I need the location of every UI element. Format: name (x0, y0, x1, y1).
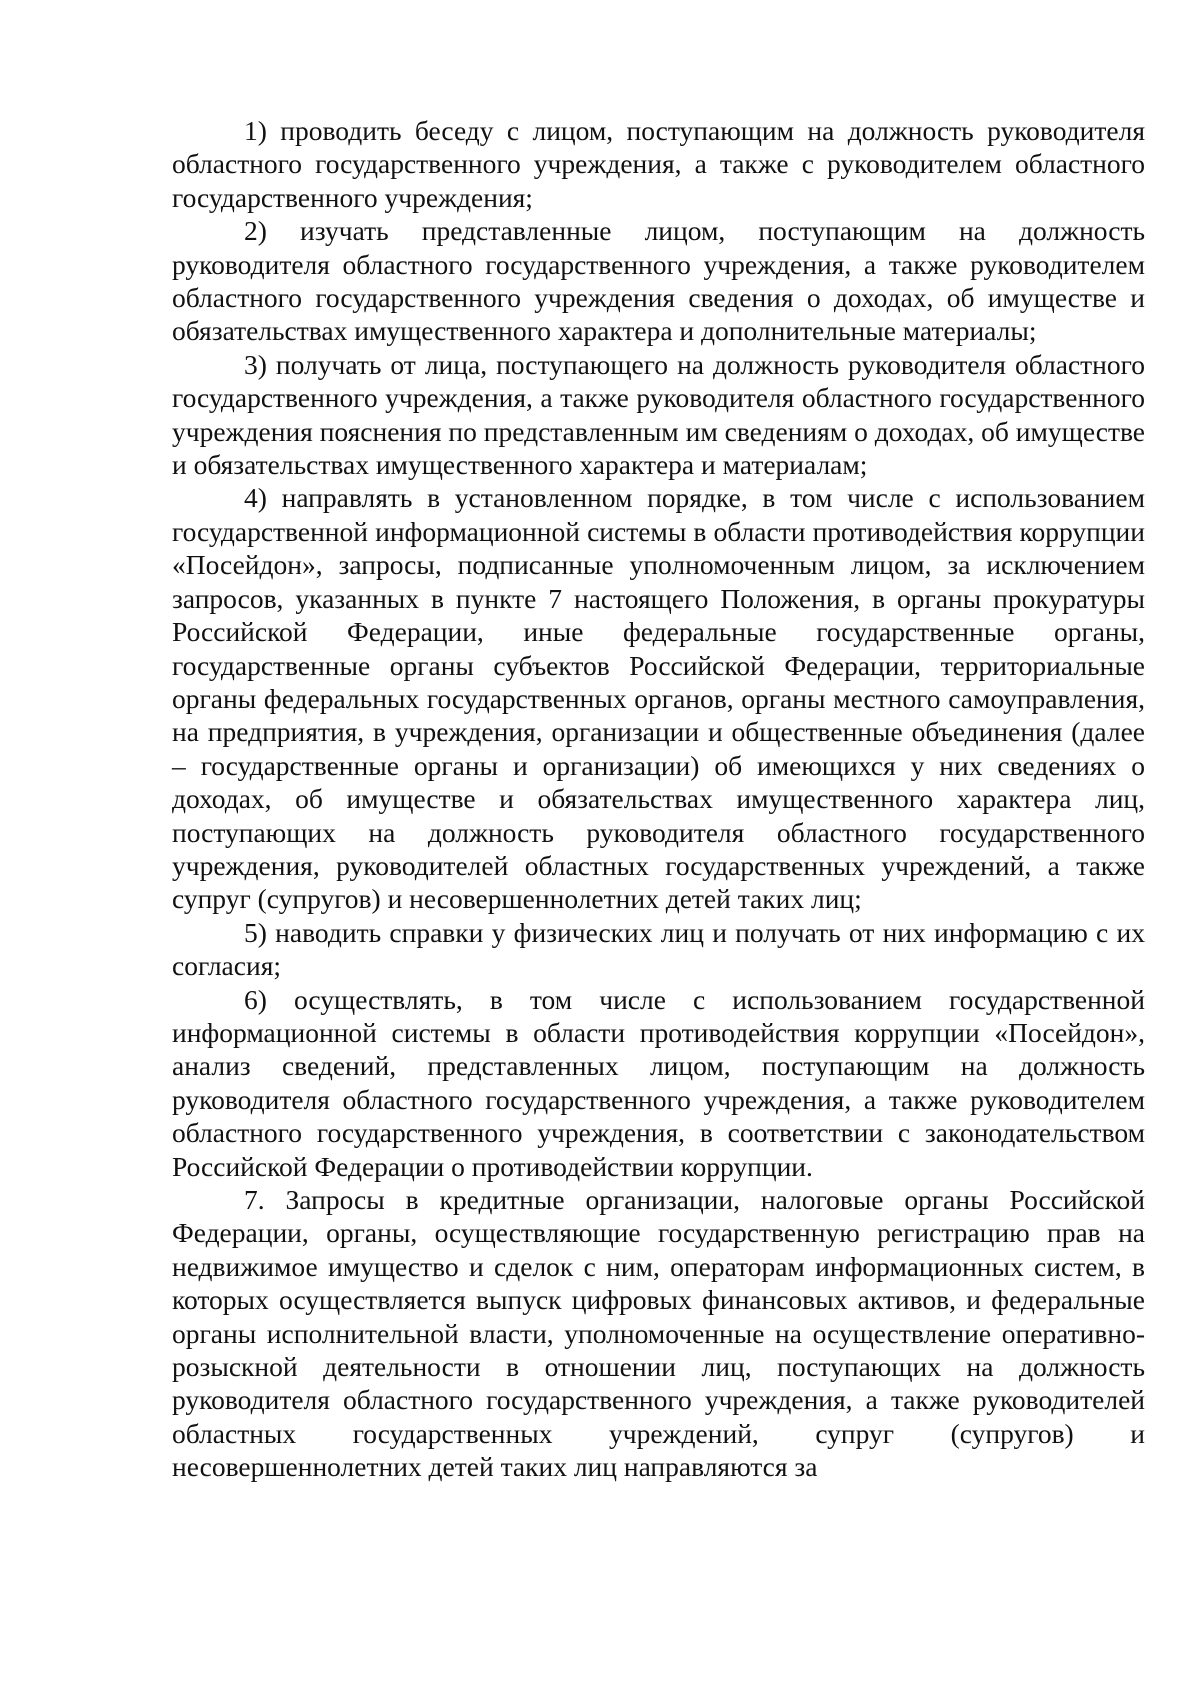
paragraph-point-7: 7. Запросы в кредитные организации, налоговые органы Российской Федерации, органы, осуществляющие государственную регистрацию прав на недвижимое имущество и сделок с ним, операторам информационных систем, в которых осуществляется выпуск цифровых финансовых активов, и федеральные органы исполнительной власти, уполномоченные на осуществление оперативно-розыскной деятельности в отношении лиц, поступающих на должность руководителя областного государственного учреждения, а также руководителей областных государственных учреждений, супруг (супругов) и несовершеннолетних детей таких лиц направляются за (172, 1184, 1145, 1483)
paragraph-item-2: 2) изучать представленные лицом, поступающим на должность руководителя областного государственного учреждения, а также руководителем областного государственного учреждения сведения о доходах, об имуществе и обязательствах имущественного характера и дополнительные материалы; (172, 215, 1145, 347)
paragraph-item-1: 1) проводить беседу с лицом, поступающим на должность руководителя областного государственного учреждения, а также с руководителем областного государственного учреждения; (172, 115, 1145, 213)
paragraph-item-6: 6) осуществлять, в том числе с использованием государственной информационной системы в области противодействия коррупции «Посейдон», анализ сведений, представленных лицом, поступающим на должность руководителя областного государственного учреждения, а также руководителем областного государственного учреждения, в соответствии с законодательством Российской Федерации о противодействии коррупции. (172, 983, 1145, 1182)
document-page (172, 114, 1145, 1484)
paragraph-item-5: 5) наводить справки у физических лиц и получать от них информацию с их согласия; (172, 916, 1145, 982)
paragraph-item-4: 4) направлять в установленном порядке, в том числе с использованием государственной информационной системы в области противодействия коррупции «Посейдон», запросы, подписанные уполномоченным лицом, за исключением запросов, указанных в пункте 7 настоящего Положения, в органы прокуратуры Российской Федерации, иные федеральные государственные органы, государственные органы субъектов Российской Федерации, территориальные органы федеральных государственных органов, органы местного самоуправления, на предприятия, в учреждения, организации и общественные объединения (далее – государственные органы и организации) об имеющихся у них сведениях о доходах, об имуществе и обязательствах имущественного характера лиц, поступающих на должность руководителя областного государственного учреждения, руководителей областных государственных учреждений, а также супруг (супругов) и несовершеннолетних детей таких лиц; (172, 482, 1145, 915)
paragraph-item-3: 3) получать от лица, поступающего на должность руководителя областного государственного учреждения, а также руководителя областного государственного учреждения пояснения по представленным им сведениям о доходах, об имуществе и обязательствах имущественного характера и материалам; (172, 348, 1145, 481)
